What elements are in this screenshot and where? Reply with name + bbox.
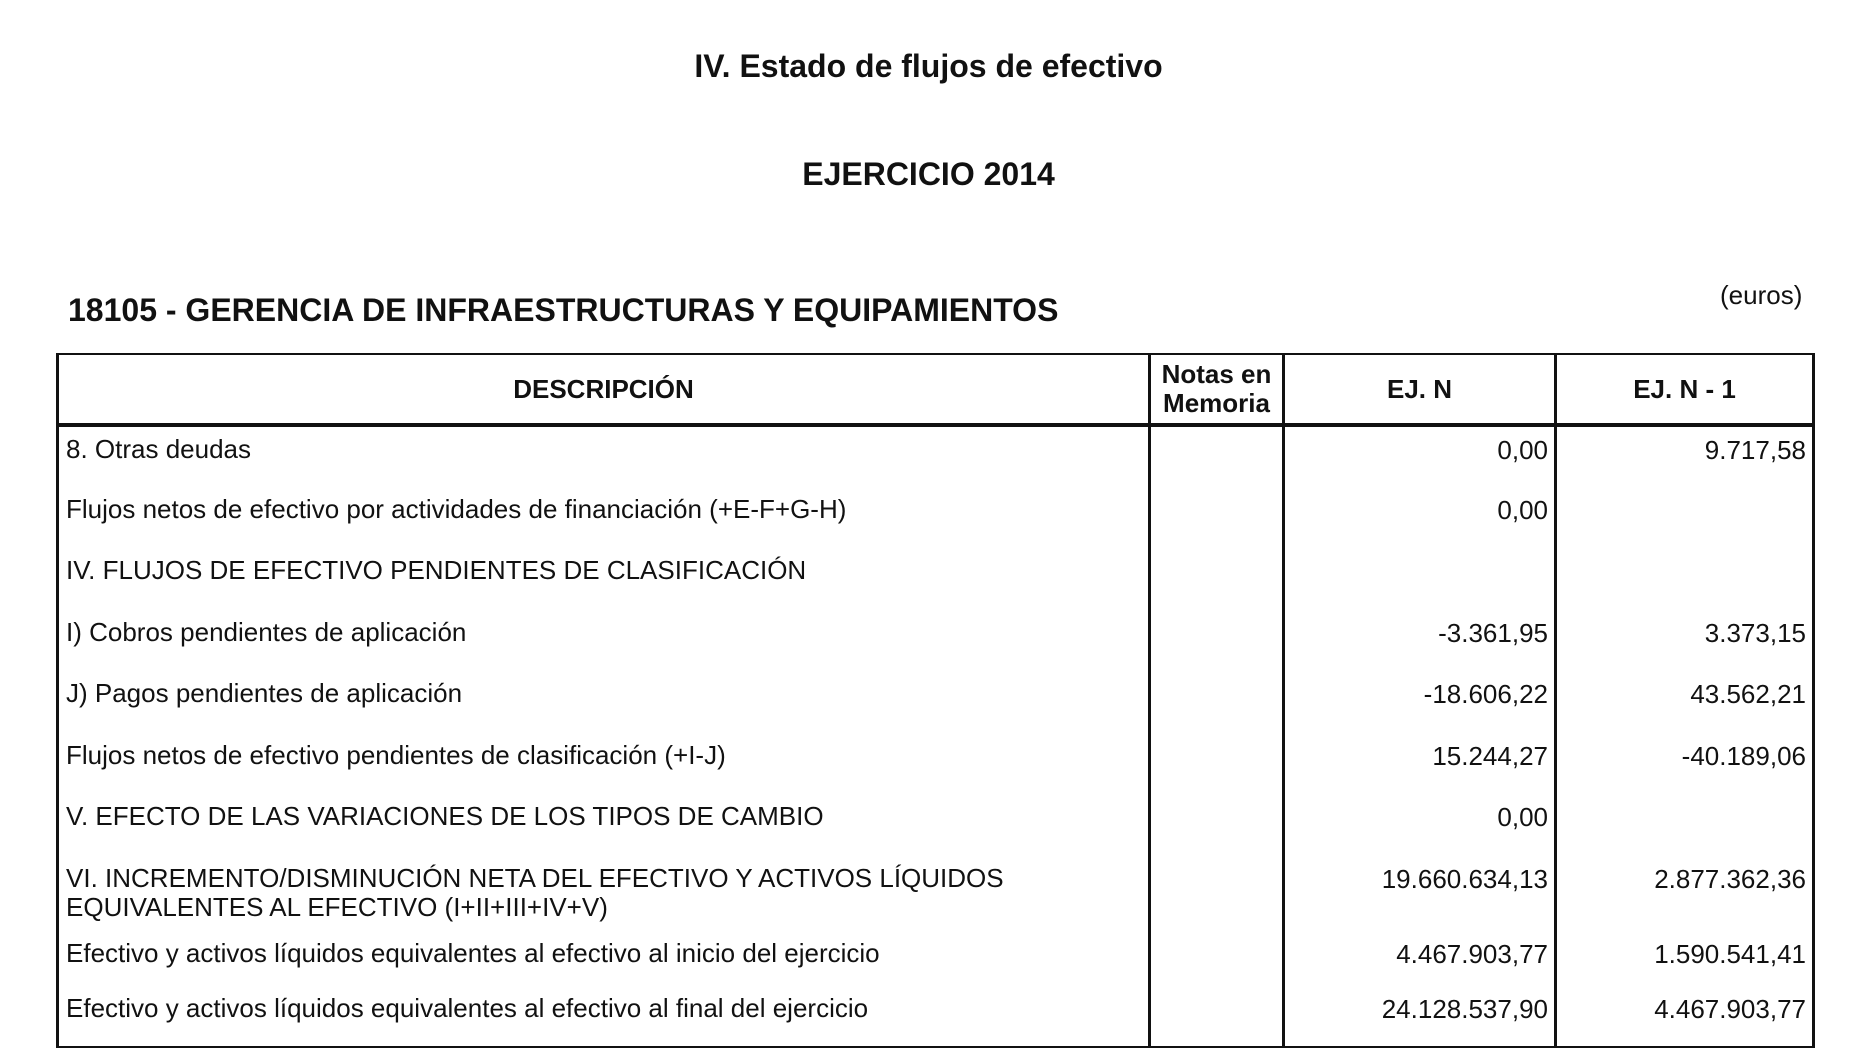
row-notes: [1150, 856, 1284, 931]
row-current-value: 15.244,27: [1284, 733, 1556, 795]
table-row: [58, 856, 1814, 931]
row-description: IV. FLUJOS DE EFECTIVO PENDIENTES DE CLASIFICACIÓN: [58, 548, 1150, 610]
cash-flow-table: [56, 353, 1815, 1048]
row-notes: [1150, 487, 1284, 549]
row-current-value: 0,00: [1284, 487, 1556, 549]
table-row: [58, 986, 1814, 1048]
row-description: Flujos netos de efectivo por actividades de financiación (+E-F+G-H): [58, 487, 1150, 549]
row-description: I) Cobros pendientes de aplicación: [58, 610, 1150, 672]
table-row: [58, 671, 1814, 733]
row-notes: [1150, 733, 1284, 795]
row-current-value: 24.128.537,90: [1284, 986, 1556, 1048]
table-row: [58, 794, 1814, 856]
table-row: [58, 733, 1814, 795]
row-description: [58, 856, 1150, 931]
row-current-value: 0,00: [1284, 794, 1556, 856]
notes-header-line1: Notas en: [1161, 359, 1272, 389]
row-previous-value: 3.373,15: [1556, 610, 1814, 672]
row-description: Efectivo y activos líquidos equivalentes al efectivo al inicio del ejercicio: [58, 931, 1150, 986]
row-description-line1: VI. INCREMENTO/DISMINUCIÓN NETA DEL EFECTIVO Y ACTIVOS LÍQUIDOS: [66, 862, 1004, 893]
notes-header-line2: Memoria: [1163, 388, 1270, 418]
row-notes: [1150, 548, 1284, 610]
table-row: [58, 610, 1814, 672]
row-notes: [1150, 671, 1284, 733]
table-row: [58, 425, 1814, 487]
row-previous-value: [1556, 794, 1814, 856]
column-header-description: DESCRIPCIÓN: [58, 354, 1150, 425]
row-description: J) Pagos pendientes de aplicación: [58, 671, 1150, 733]
row-current-value: 19.660.634,13: [1284, 856, 1556, 931]
currency-units: (euros): [1720, 280, 1803, 310]
row-previous-value: 1.590.541,41: [1556, 931, 1814, 986]
row-description: 8. Otras deudas: [58, 425, 1150, 487]
row-description-line2: EQUIVALENTES AL EFECTIVO (I+II+III+IV+V): [66, 891, 608, 922]
row-description: Efectivo y activos líquidos equivalentes al efectivo al final del ejercicio: [58, 986, 1150, 1048]
row-previous-value: [1556, 548, 1814, 610]
row-current-value: -3.361,95: [1284, 610, 1556, 672]
row-description: V. EFECTO DE LAS VARIACIONES DE LOS TIPOS DE CAMBIO: [58, 794, 1150, 856]
row-notes: [1150, 794, 1284, 856]
row-current-value: 0,00: [1284, 425, 1556, 487]
table-row: [58, 487, 1814, 549]
row-description: Flujos netos de efectivo pendientes de clasificación (+I-J): [58, 733, 1150, 795]
column-header-previous: EJ. N - 1: [1556, 354, 1814, 425]
table-row: [58, 931, 1814, 986]
row-notes: [1150, 931, 1284, 986]
row-current-value: [1284, 548, 1556, 610]
page-title: IV. Estado de flujos de efectivo: [694, 48, 1163, 84]
table-row: [58, 548, 1814, 610]
column-header-current: EJ. N: [1284, 354, 1556, 425]
row-notes: [1150, 425, 1284, 487]
row-previous-value: 4.467.903,77: [1556, 986, 1814, 1048]
row-notes: [1150, 610, 1284, 672]
row-previous-value: 9.717,58: [1556, 425, 1814, 487]
table-header-row: [58, 354, 1814, 425]
row-previous-value: 43.562,21: [1556, 671, 1814, 733]
row-previous-value: -40.189,06: [1556, 733, 1814, 795]
row-notes: [1150, 986, 1284, 1048]
entity-name: 18105 - GERENCIA DE INFRAESTRUCTURAS Y EQUIPAMIENTOS: [68, 292, 1059, 328]
column-header-notes: [1150, 354, 1284, 425]
row-previous-value: [1556, 487, 1814, 549]
row-current-value: -18.606,22: [1284, 671, 1556, 733]
fiscal-year: EJERCICIO 2014: [802, 156, 1055, 192]
row-previous-value: 2.877.362,36: [1556, 856, 1814, 931]
row-current-value: 4.467.903,77: [1284, 931, 1556, 986]
